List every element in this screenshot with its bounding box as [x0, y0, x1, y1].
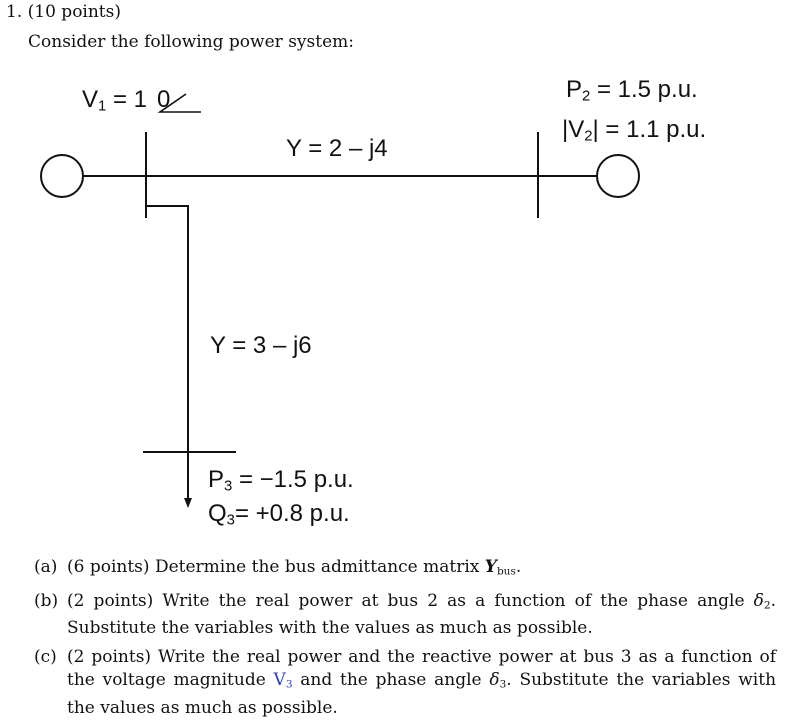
part-b-text — [67, 590, 776, 641]
part-c-symbol: V — [273, 670, 286, 691]
part-a-text-before: Determine the bus admittance matrix — [149, 557, 485, 577]
bus2-power-label — [566, 76, 698, 105]
q3-subscript: 3 — [226, 512, 235, 529]
part-c-symbol-sub: 3 — [285, 678, 293, 691]
part-b — [34, 590, 776, 641]
p2-value: = 1.5 p.u. — [590, 76, 698, 103]
part-a-symbol: Y — [484, 557, 497, 577]
bus3-power-label — [208, 466, 354, 495]
q3-symbol: Q — [208, 500, 227, 527]
bus1-voltage-label — [82, 86, 170, 115]
v2-subscript: 2 — [584, 128, 593, 145]
part-a-symbol-sub: bus — [496, 565, 516, 578]
part-c-label: (c) — [34, 647, 57, 668]
part-c-text-after: . Substitute the variables with the values as much as possible. — [67, 670, 777, 718]
part-a-text-after: . — [515, 557, 522, 577]
part-c-symbol2-sub: 3 — [499, 678, 507, 691]
part-c-points: (2 points) — [67, 647, 152, 668]
bus1-generator-symbol — [41, 155, 83, 197]
v1-subscript: 1 — [98, 98, 107, 115]
v1-symbol: V — [82, 86, 99, 113]
part-c-symbol2: δ — [489, 670, 500, 691]
bus2-generator-symbol — [597, 155, 639, 197]
p3-subscript: 3 — [224, 478, 233, 495]
part-c-text — [67, 646, 776, 720]
question-points: (10 points) — [27, 2, 121, 22]
part-b-label: (b) — [34, 590, 59, 611]
bus3-load-arrow-head — [184, 498, 192, 508]
part-b-points: (2 points) — [67, 590, 154, 611]
question-number: 1. — [6, 2, 23, 22]
v2-value: | = 1.1 p.u. — [592, 116, 707, 143]
line-1-3 — [146, 206, 188, 452]
p3-value: = −1.5 p.u. — [232, 466, 354, 493]
bus3-reactive-label — [208, 500, 350, 529]
part-c — [34, 646, 776, 720]
v2-prefix: |V — [562, 116, 585, 143]
question-intro: Consider the following power system: — [28, 32, 354, 52]
part-c-text-mid: and the phase angle — [292, 670, 490, 691]
part-b-text-after: . Substitute the variables with the values as much as possible. — [67, 590, 777, 639]
line13-admittance-label: Y = 3 – j6 — [210, 332, 312, 359]
part-a-label: (a) — [34, 557, 58, 577]
part-b-symbol: δ — [753, 590, 764, 611]
line12-admittance-label: Y = 2 – j4 — [286, 135, 388, 162]
v1-angle-value: 0 — [157, 86, 171, 113]
p3-symbol: P — [208, 466, 225, 493]
part-b-symbol-sub: 2 — [763, 599, 771, 612]
p2-subscript: 2 — [582, 88, 591, 105]
v1-equals: = 1 — [106, 86, 147, 113]
question-parts — [34, 556, 776, 726]
q3-value: = +0.8 p.u. — [234, 500, 350, 527]
part-a-text — [67, 556, 776, 584]
p2-symbol: P — [566, 76, 583, 103]
part-a-points: (6 points) — [67, 557, 150, 577]
bus2-voltage-label — [562, 116, 706, 145]
part-c-text-before: Write the real power and the reactive power at bus 3 as a function of the voltage magnitude — [67, 647, 776, 691]
part-a — [34, 556, 776, 584]
part-b-text-before: Write the real power at bus 2 as a function of the phase angle — [153, 590, 754, 611]
